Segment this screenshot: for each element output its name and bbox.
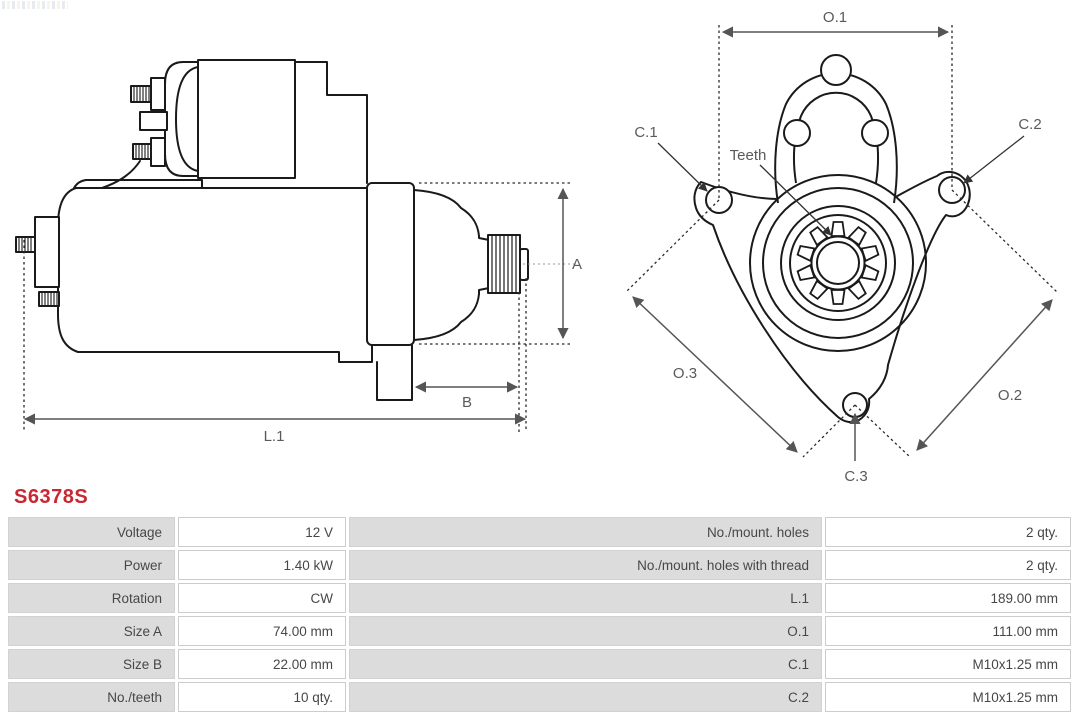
arch-left-bolt-hole: [784, 120, 810, 146]
part-number: S6378S: [14, 486, 89, 508]
spec-label: No./teeth: [8, 682, 175, 712]
dim-o2-label: O.2: [997, 387, 1023, 404]
spec-value: 111.00 mm: [825, 616, 1071, 646]
shaft-hole: [817, 242, 859, 284]
front-view-drawing: [600, 0, 1080, 490]
terminal-block: [35, 217, 59, 287]
spec-label: No./mount. holes with thread: [349, 550, 822, 580]
spec-value: 189.00 mm: [825, 583, 1071, 613]
callout-c2: [964, 116, 1042, 183]
mounting-stud-lower: [39, 292, 59, 306]
drive-bracket-arm: [295, 62, 367, 183]
dim-a-label: A: [572, 256, 582, 273]
motor-body: [58, 188, 372, 362]
spec-value: 2 qty.: [825, 550, 1071, 580]
spec-value: 10 qty.: [178, 682, 346, 712]
dim-o1-label: O.1: [822, 9, 848, 26]
dim-o3-label: O.3: [672, 365, 698, 382]
teeth-label: Teeth: [729, 147, 767, 164]
callout-c1: [634, 124, 707, 191]
spec-label: Voltage: [8, 517, 175, 547]
spec-label: No./mount. holes: [349, 517, 822, 547]
spec-value: 22.00 mm: [178, 649, 346, 679]
side-view-drawing: [2, 40, 582, 460]
spec-label: C.1: [349, 649, 822, 679]
solenoid-body: [198, 60, 295, 178]
spec-label: Power: [8, 550, 175, 580]
spec-value: 1.40 kW: [178, 550, 346, 580]
arch-right-bolt-hole: [862, 120, 888, 146]
spec-label: Rotation: [8, 583, 175, 613]
mounting-foot: [377, 345, 412, 400]
solenoid-terminal-lower: [133, 138, 165, 166]
housing-arch: [775, 55, 897, 203]
spec-value: M10x1.25 mm: [825, 682, 1071, 712]
spec-value: M10x1.25 mm: [825, 649, 1071, 679]
dim-b-label: B: [461, 394, 473, 411]
spec-table: [8, 517, 1072, 712]
dim-l1-label: L.1: [263, 428, 285, 445]
solenoid-cap: [165, 62, 198, 176]
dim-c3-label: C.3: [844, 468, 868, 485]
dim-c1-label: C.1: [634, 124, 658, 141]
spec-label: Size B: [8, 649, 175, 679]
pinion-gear-side: [488, 235, 528, 293]
solenoid-connector-tab: [140, 112, 167, 130]
arch-top-bolt-hole: [821, 55, 851, 85]
watermark: [2, 1, 68, 9]
dim-c2-label: C.2: [1018, 116, 1042, 133]
spec-value: CW: [178, 583, 346, 613]
spec-label: C.2: [349, 682, 822, 712]
spec-value: 12 V: [178, 517, 346, 547]
spec-value: 2 qty.: [825, 517, 1071, 547]
mounting-stud-upper: [16, 237, 35, 252]
spec-value: 74.00 mm: [178, 616, 346, 646]
spec-label: O.1: [349, 616, 822, 646]
drive-end-housing: [414, 190, 489, 340]
motor-body-ledge: [74, 180, 202, 188]
solenoid-terminal-upper: [131, 78, 165, 110]
spec-label: Size A: [8, 616, 175, 646]
spec-label: L.1: [349, 583, 822, 613]
callout-c3: [844, 414, 867, 485]
mounting-flange: [367, 183, 414, 345]
